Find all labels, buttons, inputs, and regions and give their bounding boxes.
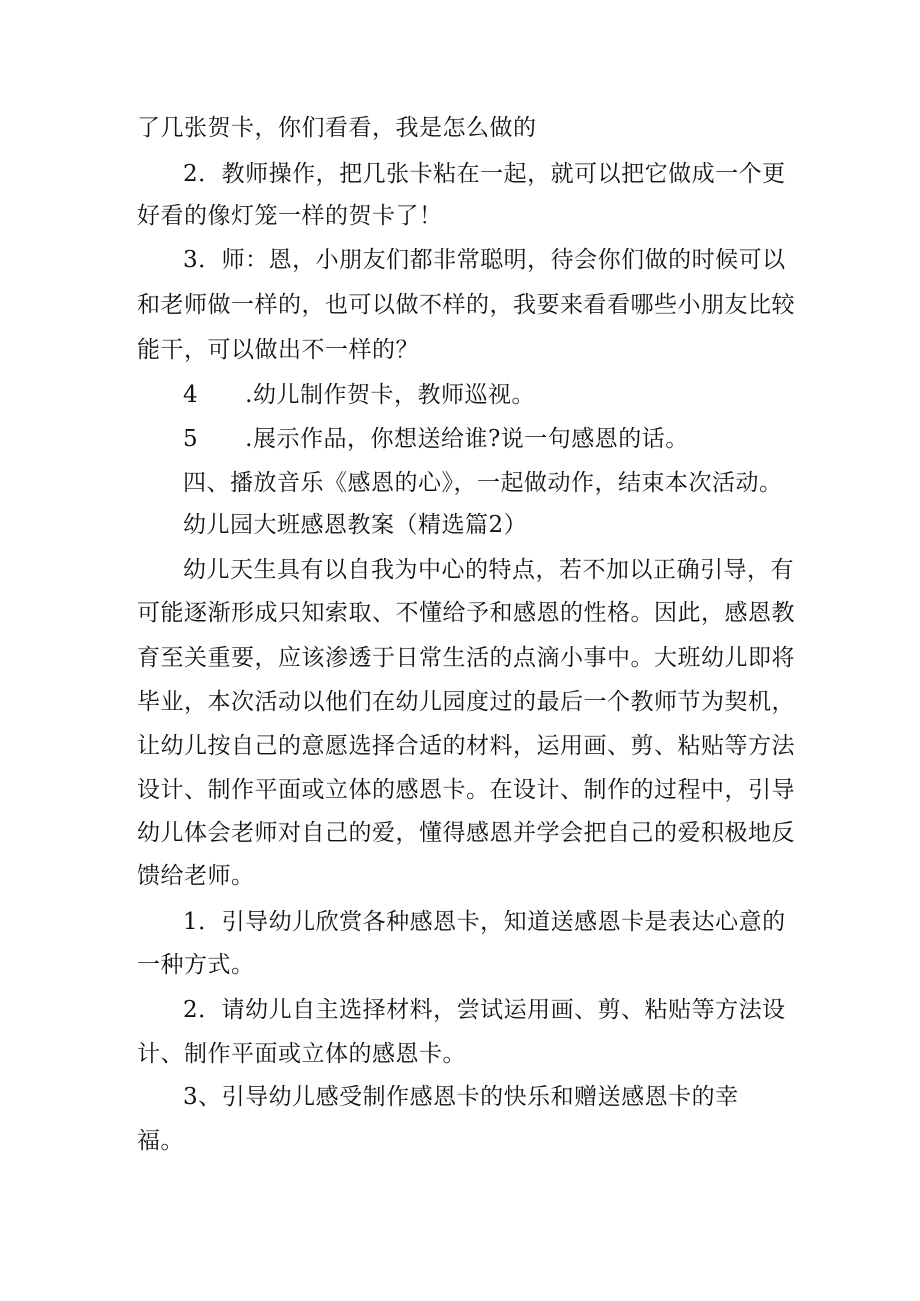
text-line: 了几张贺卡，你们看看，我是怎么做的 [137, 115, 537, 141]
text-line: 让幼儿按自己的意愿选择合适的材料，运用画、剪、粘贴等方法 [137, 733, 795, 759]
text-line: 2．教师操作，把几张卡粘在一起，就可以把它做成一个更 [183, 161, 786, 187]
text-line: 3、引导幼儿感受制作感恩卡的快乐和赠送感恩卡的幸 [183, 1084, 739, 1110]
text-line: 可能逐渐形成只知索取、不懂给予和感恩的性格。因此，感恩教 [137, 600, 795, 626]
text-line: 3．师：恩，小朋友们都非常聪明，待会你们做的时候可以 [183, 247, 786, 273]
text-line: 育至关重要，应该渗透于日常生活的点滴小事中。大班幼儿即将 [137, 645, 795, 671]
text-line: 好看的像灯笼一样的贺卡了！ [137, 203, 443, 229]
text-line: 1．引导幼儿欣赏各种感恩卡，知道送感恩卡是表达心意的 [183, 909, 786, 935]
text-line: 四、播放音乐《感恩的心》，一起做动作，结束本次活动。 [183, 470, 783, 496]
text-line: 馈给老师。 [137, 863, 255, 889]
text-line: 设计、制作平面或立体的感恩卡。在设计、制作的过程中，引导 [137, 777, 795, 803]
text-line: 幼儿天生具有以自我为中心的特点，若不加以正确引导，有 [183, 557, 794, 583]
section-heading: 幼儿园大班感恩教案（精选篇2） [183, 512, 528, 538]
text-line: 计、制作平面或立体的感恩卡。 [137, 1041, 466, 1067]
text-line: 4 .幼儿制作贺卡，教师巡视。 [183, 382, 535, 408]
text-line: 福。 [137, 1128, 184, 1154]
text-line: 幼儿体会老师对自己的爱，懂得感恩并学会把自己的爱积极地反 [137, 820, 795, 846]
text-line: 能干，可以做出不一样的？ [137, 337, 419, 363]
text-line: 5 .展示作品，你想送给谁?说一句感恩的话。 [183, 426, 689, 452]
text-line: 一种方式。 [137, 952, 255, 978]
text-line: 2．请幼儿自主选择材料，尝试运用画、剪、粘贴等方法设 [183, 997, 786, 1023]
text-line: 毕业，本次活动以他们在幼儿园度过的最后一个教师节为契机， [137, 689, 795, 715]
text-line: 和老师做一样的，也可以做不样的，我要来看看哪些小朋友比较 [137, 292, 795, 318]
